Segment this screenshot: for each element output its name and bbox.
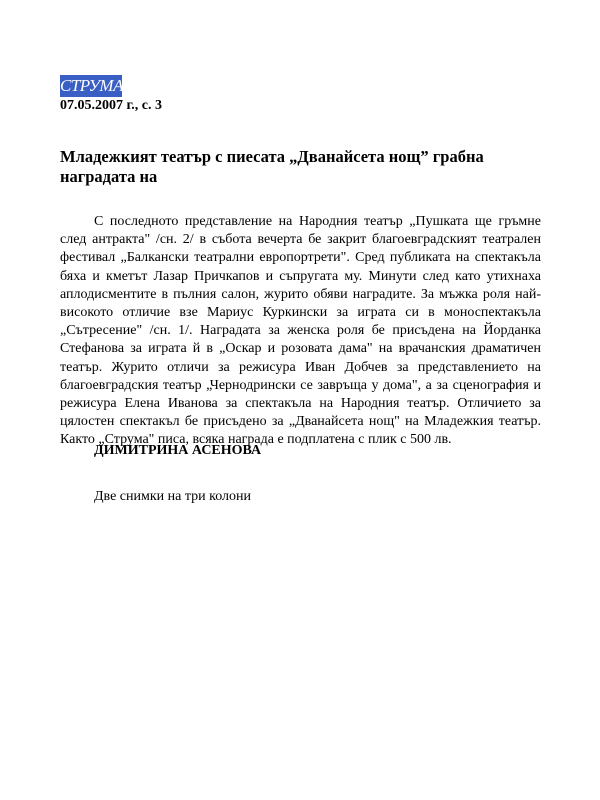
article-body: С последното представление на Народния театър „Пушката ще гръмне след антракта" /сн. 2/ в събота вечерта бе закрит благоевградският театрален фестивал „Балкански театрални европортрети". Сред публиката на спектакъла бяха и кметът Лазар Причкапов и съпругата му. Минути след като утихнаха аплодисментите в пълния салон, журито обяви наградите. За мъжка роля най-високото отличие взе Мариус Куркински за играта си в моноспектакъла „Сътресение" /сн. 1/. Наградата за женска роля бе присъдена на Йорданка Стефанова за играта й в „Оскар и розовата дама" на врачанския драматичен театър. Журито отличи за режисура Иван Добчев за представлението на благоевградския театър „Чернодрински се завръща у дома", а за сценография и режисура Елена Иванова за спектакъла на Народния театър. Отличието за цялостен спектакъл бе присъдено за „Дванайсета нощ" на Младежкия театър. Както „Струма" писа, всяка награда е подплатена с плик с 500 лв. [60, 214, 541, 448]
newspaper-logo: СТРУМА [60, 76, 123, 95]
article-headline: Младежкият театър с пиесата „Дванайсета нощ” грабна наградата на [60, 147, 484, 186]
article-author: ДИМИТРИНА АСЕНОВА [94, 443, 262, 458]
photo-note: Две снимки на три колони [94, 489, 252, 504]
publication-date-page: 07.05.2007 г., с. 3 [60, 98, 162, 113]
